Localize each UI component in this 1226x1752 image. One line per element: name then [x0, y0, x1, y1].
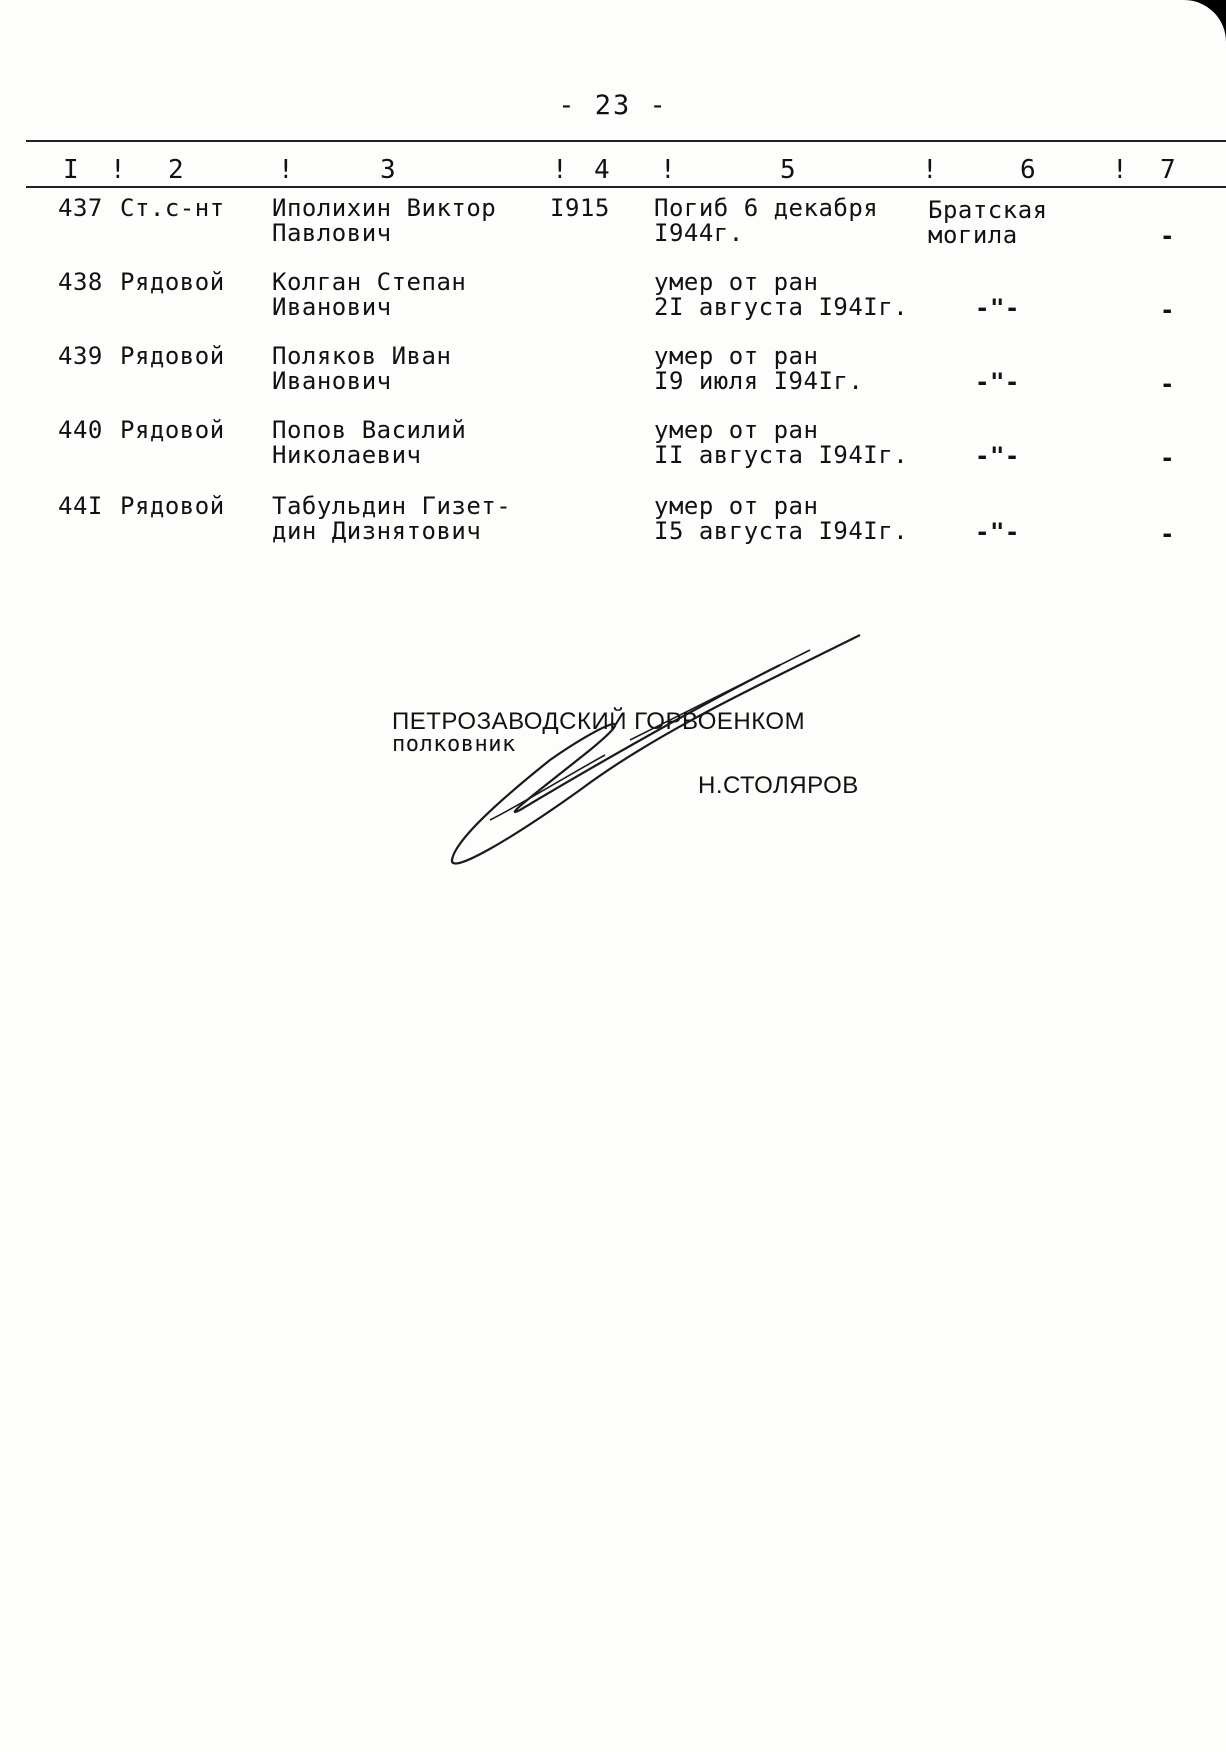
table-header-rule [26, 186, 1226, 188]
row-rank: Ст.с-нт [120, 194, 225, 222]
column-number: 5 [780, 155, 796, 185]
row-burial: -"- [975, 294, 1020, 322]
signatory-name: Н.СТОЛЯРОВ [698, 772, 859, 799]
row-col7: - [1160, 444, 1175, 472]
row-num: 438 [58, 268, 103, 296]
column-number: 3 [380, 155, 396, 185]
row-fate: Погиб 6 декабря I944г. [654, 194, 879, 247]
column-separator: ! [660, 155, 676, 185]
row-name: Поляков Иван Иванович [272, 342, 452, 395]
column-number: 2 [168, 155, 184, 185]
row-fate: умер от ран I5 августа I94Iг. [654, 492, 909, 545]
row-col7: - [1160, 296, 1175, 324]
row-rank: Рядовой [120, 268, 225, 296]
row-num: 440 [58, 416, 103, 444]
row-rank: Рядовой [120, 342, 225, 370]
column-number: 6 [1020, 155, 1036, 185]
row-col7: - [1160, 370, 1175, 398]
row-num: 44I [58, 492, 103, 520]
row-num: 437 [58, 194, 103, 222]
office-title: ПЕТРОЗАВОДСКИЙ ГОРВОЕНКОМ [392, 708, 806, 735]
row-rank: Рядовой [120, 416, 225, 444]
column-separator: ! [110, 155, 126, 185]
row-fate: умер от ран II августа I94Iг. [654, 416, 909, 469]
row-num: 439 [58, 342, 103, 370]
row-burial: -"- [975, 368, 1020, 396]
column-separator: ! [922, 155, 938, 185]
row-burial: -"- [975, 442, 1020, 470]
column-separator: ! [1112, 155, 1128, 185]
column-separator: ! [278, 155, 294, 185]
row-year: I915 [550, 194, 610, 222]
table-top-rule [26, 140, 1226, 142]
row-name: Иполихин Виктор Павлович [272, 194, 497, 247]
row-fate: умер от ран 2I августа I94Iг. [654, 268, 909, 321]
row-rank: Рядовой [120, 492, 225, 520]
column-number: 4 [594, 155, 610, 185]
column-number: 7 [1160, 155, 1176, 185]
rank-title: полковник [392, 732, 516, 757]
page-number: - 23 - [558, 90, 668, 121]
column-number: I [63, 155, 79, 185]
row-name: Попов Василий Николаевич [272, 416, 467, 469]
row-col7: - [1160, 520, 1175, 548]
row-col7: - [1160, 222, 1175, 250]
row-burial: -"- [975, 518, 1020, 546]
row-name: Колган Степан Иванович [272, 268, 467, 321]
column-separator: ! [552, 155, 568, 185]
row-fate: умер от ран I9 июля I94Iг. [654, 342, 864, 395]
row-name: Табульдин Гизет- дин Дизнятович [272, 492, 512, 545]
handwritten-signature [430, 620, 880, 900]
row-burial: Братская могила [928, 196, 1048, 249]
